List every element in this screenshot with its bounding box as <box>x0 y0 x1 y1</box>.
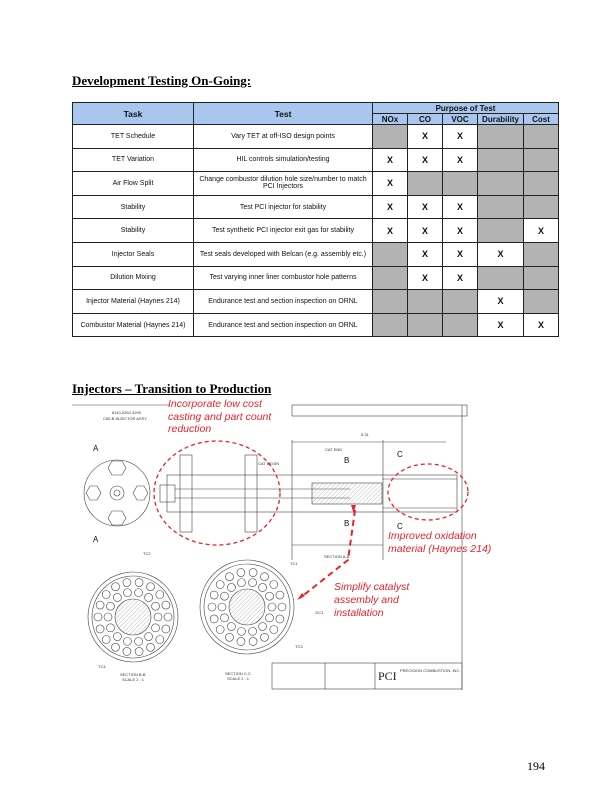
purpose-cell-voc <box>443 290 478 314</box>
hole-icon <box>156 591 164 599</box>
hole-icon <box>162 601 170 609</box>
end-view-a <box>84 460 150 526</box>
header-test: Test <box>194 103 373 125</box>
purpose-cell-co <box>408 172 443 196</box>
task-cell: Air Flow Split <box>73 172 194 196</box>
hole-icon <box>154 613 162 621</box>
purpose-cell-durability: X <box>478 290 524 314</box>
hole-icon <box>210 615 218 623</box>
cat-end-label: CAT END <box>325 447 343 452</box>
hole-icon <box>259 583 267 591</box>
hole-icon <box>94 613 102 621</box>
purpose-cell-nox <box>373 242 408 266</box>
task-cell: Stability <box>73 195 194 219</box>
task-cell: Stability <box>73 219 194 243</box>
purpose-cell-durability <box>478 148 524 172</box>
hole-icon <box>261 633 269 641</box>
callout-circle-oxidation <box>388 464 468 520</box>
scale-cc: SCALE 2 : 1 <box>227 676 250 681</box>
purpose-cell-co <box>408 290 443 314</box>
hole-icon <box>249 569 257 577</box>
purpose-cell-cost <box>524 290 559 314</box>
purpose-cell-cost: X <box>524 313 559 337</box>
hole-icon <box>135 647 143 655</box>
hole-icon <box>216 581 224 589</box>
purpose-cell-nox <box>373 290 408 314</box>
hole-icon <box>147 643 155 651</box>
test-cell: Test synthetic PCI injector exit gas for stability <box>194 219 373 243</box>
header-durability: Durability <box>478 114 524 125</box>
table-row <box>73 266 559 290</box>
purpose-cell-co: X <box>408 242 443 266</box>
table-row <box>73 242 559 266</box>
purpose-cell-voc: X <box>443 195 478 219</box>
table-row <box>73 195 559 219</box>
hole-icon <box>216 625 224 633</box>
hole-icon <box>259 623 267 631</box>
purpose-cell-voc: X <box>443 219 478 243</box>
purpose-cell-voc: X <box>443 242 478 266</box>
purpose-cell-durability: X <box>478 242 524 266</box>
purpose-cell-cost <box>524 172 559 196</box>
tc3-label: TC3 <box>295 644 303 649</box>
svg-text:C: C <box>397 522 403 531</box>
dim-531: 5.31 <box>361 432 369 437</box>
hole-icon <box>266 614 274 622</box>
section-cc-label: SECTION C-C <box>225 671 251 676</box>
assy-number: 8110-0262-3200 <box>112 410 142 415</box>
svg-text:A: A <box>93 444 99 453</box>
arrowhead-icon <box>297 593 305 600</box>
hole-icon <box>268 603 276 611</box>
purpose-cell-cost: X <box>524 219 559 243</box>
svg-text:C: C <box>397 450 403 459</box>
purpose-cell-durability <box>478 195 524 219</box>
purpose-cell-nox <box>373 125 408 149</box>
hole-icon <box>237 579 245 587</box>
purpose-cell-nox: X <box>373 219 408 243</box>
hole-icon <box>135 637 143 645</box>
purpose-cell-voc: X <box>443 125 478 149</box>
hole-icon <box>106 602 114 610</box>
hole-icon <box>123 579 131 587</box>
section-heading-development-testing: Development Testing On-Going: <box>72 73 252 88</box>
purpose-cell-voc: X <box>443 148 478 172</box>
hole-icon <box>112 583 120 591</box>
task-cell: TET Schedule <box>73 125 194 149</box>
hole-icon <box>145 593 153 601</box>
purpose-cell-nox: X <box>373 195 408 219</box>
callout-circle-low-cost <box>154 441 280 545</box>
purpose-cell-voc: X <box>443 266 478 290</box>
table-row <box>73 125 559 149</box>
purpose-cell-cost <box>524 195 559 219</box>
purpose-cell-cost <box>524 266 559 290</box>
table-row <box>73 148 559 172</box>
injector-section-a-a <box>160 440 457 560</box>
hole-icon <box>145 633 153 641</box>
hole-icon <box>123 589 131 597</box>
hole-icon <box>270 625 278 633</box>
assy-name: C60-B INJECTOR ASSY <box>103 416 147 421</box>
purpose-cell-durability <box>478 266 524 290</box>
hole-icon <box>270 581 278 589</box>
hole-icon <box>123 637 131 645</box>
title-block <box>272 663 462 689</box>
hole-icon <box>113 633 121 641</box>
company-name: PRECISION COMBUSTION, INC. <box>400 668 461 673</box>
purpose-cell-co <box>408 313 443 337</box>
test-cell: Endurance test and section inspection on ORNL <box>194 290 373 314</box>
hole-icon <box>276 615 284 623</box>
purpose-cell-cost <box>524 148 559 172</box>
hole-icon <box>249 627 257 635</box>
hole-icon <box>135 589 143 597</box>
header-cost: Cost <box>524 114 559 125</box>
purpose-cell-durability <box>478 219 524 243</box>
task-cell: TET Variation <box>73 148 194 172</box>
hole-icon <box>266 592 274 600</box>
test-cell: Endurance test and section inspection on ORNL <box>194 313 373 337</box>
hole-icon <box>162 625 170 633</box>
svg-text:A: A <box>93 535 99 544</box>
purpose-cell-cost <box>524 242 559 266</box>
hole-icon <box>237 627 245 635</box>
hole-icon <box>113 593 121 601</box>
header-nox: NOx <box>373 114 408 125</box>
hole-icon <box>106 624 114 632</box>
hole-icon <box>227 623 235 631</box>
task-cell: Injector Material (Haynes 214) <box>73 290 194 314</box>
callout-catalyst: Simplify catalyst assembly and installation <box>334 581 410 619</box>
purpose-cell-voc <box>443 313 478 337</box>
svg-text:B: B <box>344 519 350 528</box>
hole-icon <box>164 613 172 621</box>
hole-icon <box>210 591 218 599</box>
header-purpose-of-test: Purpose of Test <box>373 103 559 114</box>
task-cell: Combustor Material (Haynes 214) <box>73 313 194 337</box>
purpose-cell-voc <box>443 172 478 196</box>
test-cell: Test varying inner liner combustor hole patterns <box>194 266 373 290</box>
purpose-cell-co: X <box>408 266 443 290</box>
tc4-label: TC4 <box>98 664 106 669</box>
hole-icon <box>147 583 155 591</box>
section-aa-label: SECTION A-A <box>324 554 350 559</box>
table-row <box>73 290 559 314</box>
purpose-cell-cost <box>524 125 559 149</box>
test-cell: Test PCI injector for stability <box>194 195 373 219</box>
tc1-label: TC1 <box>290 561 298 566</box>
hole-icon <box>227 583 235 591</box>
page-number: 194 <box>527 759 545 773</box>
section-c-c-view <box>200 560 294 654</box>
purpose-cell-nox: X <box>373 148 408 172</box>
callout-oxidation: Improved oxidation material (Haynes 214) <box>388 530 492 555</box>
tc2-label: TC2 <box>143 551 151 556</box>
hole-icon <box>237 569 245 577</box>
hole-icon <box>249 637 257 645</box>
task-cell: Dilution Mixing <box>73 266 194 290</box>
hole-icon <box>249 579 257 587</box>
hole-icon <box>226 633 234 641</box>
table-row <box>73 172 559 196</box>
scale-bb: SCALE 2 : 1 <box>122 677 145 682</box>
development-testing-table <box>72 102 559 337</box>
hole-icon <box>156 635 164 643</box>
injector-engineering-drawing <box>72 390 492 692</box>
svg-text:B: B <box>344 456 350 465</box>
hole-icon <box>237 637 245 645</box>
test-cell: Test seals developed with Belcan (e.g. assembly etc.) <box>194 242 373 266</box>
hole-icon <box>112 643 120 651</box>
hole-icon <box>135 579 143 587</box>
hole-icon <box>226 573 234 581</box>
hole-icon <box>152 602 160 610</box>
section-bb-label: SECTION B-B <box>120 672 146 677</box>
hole-icon <box>96 601 104 609</box>
hole-icon <box>208 603 216 611</box>
hole-icon <box>220 614 228 622</box>
hole-icon <box>261 573 269 581</box>
callout-low-cost: Incorporate low cost casting and part count reduction <box>168 398 272 435</box>
hole-icon <box>123 647 131 655</box>
purpose-cell-durability <box>478 172 524 196</box>
purpose-cell-nox <box>373 266 408 290</box>
hole-icon <box>220 592 228 600</box>
test-cell: HIL controls simulation/testing <box>194 148 373 172</box>
hole-icon <box>276 591 284 599</box>
table-row <box>73 313 559 337</box>
purpose-cell-durability: X <box>478 313 524 337</box>
pci-logo: PCI <box>378 669 397 683</box>
test-cell: Change combustor dilution hole size/number to match PCI Injectors <box>194 172 373 196</box>
hole-icon <box>102 635 110 643</box>
hole-icon <box>152 624 160 632</box>
task-cell: Injector Seals <box>73 242 194 266</box>
header-voc: VOC <box>443 114 478 125</box>
table-row <box>73 219 559 243</box>
header-task: Task <box>73 103 194 125</box>
hole-icon <box>278 603 286 611</box>
hole-icon <box>96 625 104 633</box>
purpose-cell-co: X <box>408 195 443 219</box>
cat-begin-label: CAT BEGIN <box>258 461 280 466</box>
purpose-cell-co: X <box>408 125 443 149</box>
header-co: CO <box>408 114 443 125</box>
gc1-label: GC1 <box>315 610 324 615</box>
purpose-cell-co: X <box>408 219 443 243</box>
hole-icon <box>218 603 226 611</box>
section-b-b-view <box>88 572 178 662</box>
purpose-cell-nox: X <box>373 172 408 196</box>
section-heading-injectors: Injectors – Transition to Production <box>72 381 272 396</box>
purpose-cell-nox <box>373 313 408 337</box>
hole-icon <box>104 613 112 621</box>
hole-icon <box>102 591 110 599</box>
purpose-cell-durability <box>478 125 524 149</box>
purpose-cell-co: X <box>408 148 443 172</box>
test-cell: Vary TET at off-ISO design points <box>194 125 373 149</box>
